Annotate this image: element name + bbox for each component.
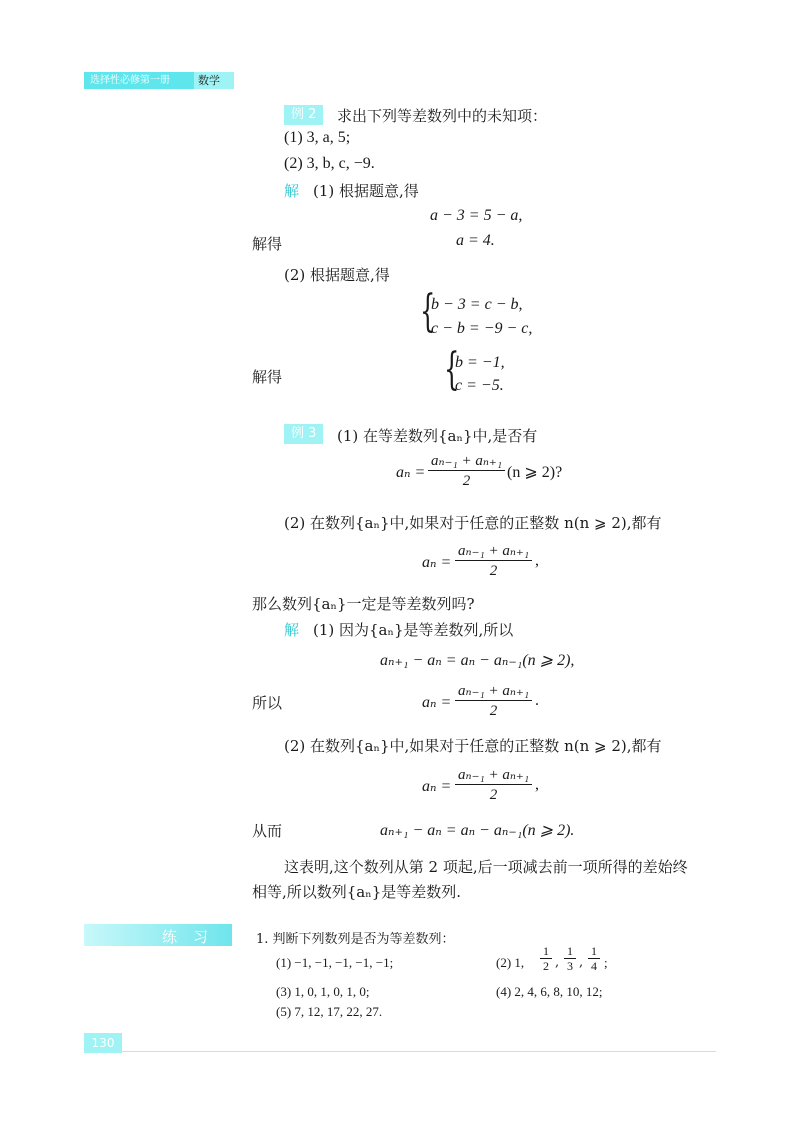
fraction-numerator: 1 bbox=[591, 944, 597, 958]
fraction bbox=[455, 766, 532, 805]
fraction-denominator: 2 bbox=[543, 959, 549, 973]
running-header bbox=[84, 72, 234, 89]
solution-part-1: (1) 因为{aₙ}是等差数列,所以 bbox=[313, 621, 514, 639]
system-1-line-1: b − 3 = c − b, bbox=[431, 296, 523, 313]
fraction-numerator: aₙ₋₁ + aₙ₊₁ bbox=[458, 683, 530, 699]
fraction-numerator: aₙ₋₁ + aₙ₊₁ bbox=[458, 767, 530, 783]
solution-part-2: (2) 在数列{aₙ}中,如果对于任意的正整数 n(n ⩾ 2),都有 bbox=[284, 737, 662, 755]
condition: (n ⩾ 2)? bbox=[507, 464, 563, 481]
fraction bbox=[455, 682, 532, 721]
fraction-denominator: 2 bbox=[489, 787, 498, 803]
fraction bbox=[428, 452, 505, 491]
period: . bbox=[535, 692, 539, 709]
so-label: 所以 bbox=[252, 694, 283, 712]
fraction bbox=[588, 944, 600, 973]
separator: , bbox=[555, 955, 560, 970]
difference-equation: aₙ₊₁ − aₙ = aₙ − aₙ₋₁(n ⩾ 2). bbox=[380, 822, 575, 839]
difference-equation: aₙ₊₁ − aₙ = aₙ − aₙ₋₁(n ⩾ 2), bbox=[380, 652, 575, 669]
fraction-denominator: 3 bbox=[567, 959, 573, 973]
fraction bbox=[540, 944, 552, 973]
practice-question-1: 1. 判断下列数列是否为等差数列： bbox=[256, 932, 455, 947]
solution-part-2: (2) 根据题意,得 bbox=[284, 266, 390, 284]
separator: , bbox=[579, 955, 584, 970]
example-3-question-2: (2) 在数列{aₙ}中,如果对于任意的正整数 n(n ⩾ 2),都有 bbox=[284, 514, 662, 532]
book-title: 选择性必修第一册 bbox=[84, 72, 194, 89]
system-2-line-1: b = −1, bbox=[455, 354, 505, 371]
example-2-item-2: (2) 3, b, c, −9. bbox=[284, 155, 375, 172]
practice-item-1: (1) −1, −1, −1, −1, −1; bbox=[276, 955, 394, 970]
conclusion-line-1: 这表明,这个数列从第 2 项起,后一项减去前一项所得的差始终 bbox=[284, 858, 688, 876]
example-2-item-1: (1) 3, a, 5; bbox=[284, 129, 351, 146]
subject-title: 数学 bbox=[198, 74, 220, 87]
page-number: 130 bbox=[84, 1033, 122, 1053]
fraction bbox=[564, 944, 576, 973]
practice-item-3: (3) 1, 0, 1, 0, 1, 0; bbox=[276, 984, 370, 999]
footer-rule bbox=[122, 1051, 716, 1052]
solve-label-1: 解得 bbox=[252, 235, 283, 253]
solution-label: 解 bbox=[284, 621, 300, 639]
left-brace: { bbox=[444, 344, 460, 395]
example-3-question-1: (1) 在等差数列{aₙ}中,是否有 bbox=[337, 427, 538, 445]
fraction bbox=[455, 542, 532, 581]
comma: , bbox=[535, 552, 539, 569]
fraction-denominator: 2 bbox=[489, 703, 498, 719]
system-1-line-2: c − b = −9 − c, bbox=[431, 320, 533, 337]
equation-1: a − 3 = 5 − a, bbox=[430, 207, 523, 224]
solve-label-2: 解得 bbox=[252, 368, 283, 386]
example-2-badge: 例 2 bbox=[284, 105, 323, 125]
formula-lhs: aₙ = bbox=[422, 554, 452, 571]
conclusion-line-2: 相等,所以数列{aₙ}是等差数列. bbox=[252, 883, 462, 901]
practice-item-4: (4) 2, 4, 6, 8, 10, 12; bbox=[496, 984, 603, 999]
solution-part-1: (1) 根据题意,得 bbox=[313, 182, 419, 200]
fraction-numerator: 1 bbox=[543, 944, 549, 958]
fraction-denominator: 2 bbox=[462, 473, 471, 489]
comma: , bbox=[535, 776, 539, 793]
left-brace: { bbox=[420, 286, 436, 337]
example-2-prompt: 求出下列等差数列中的未知项： bbox=[337, 107, 548, 125]
fraction-numerator: aₙ₋₁ + aₙ₊₁ bbox=[431, 453, 503, 469]
fraction-numerator: aₙ₋₁ + aₙ₊₁ bbox=[458, 543, 530, 559]
fraction-numerator: 1 bbox=[567, 944, 573, 958]
example-3-question-3: 那么数列{aₙ}一定是等差数列吗? bbox=[252, 595, 475, 613]
fraction-denominator: 2 bbox=[489, 563, 498, 579]
formula-lhs: aₙ = bbox=[422, 694, 452, 711]
practice-item-2-prefix: (2) 1, bbox=[496, 955, 525, 970]
thus-label: 从而 bbox=[252, 822, 283, 840]
solution-label: 解 bbox=[284, 182, 300, 200]
formula-lhs: aₙ = bbox=[396, 464, 426, 481]
practice-item-5: (5) 7, 12, 17, 22, 27. bbox=[276, 1004, 383, 1019]
system-2-line-2: c = −5. bbox=[455, 377, 504, 394]
practice-label: 练习 bbox=[162, 928, 225, 946]
fraction-denominator: 4 bbox=[591, 959, 597, 973]
formula-lhs: aₙ = bbox=[422, 778, 452, 795]
practice-item-2-suffix: ; bbox=[604, 955, 608, 970]
equation-2: a = 4. bbox=[456, 232, 495, 249]
example-3-badge: 例 3 bbox=[284, 424, 323, 444]
